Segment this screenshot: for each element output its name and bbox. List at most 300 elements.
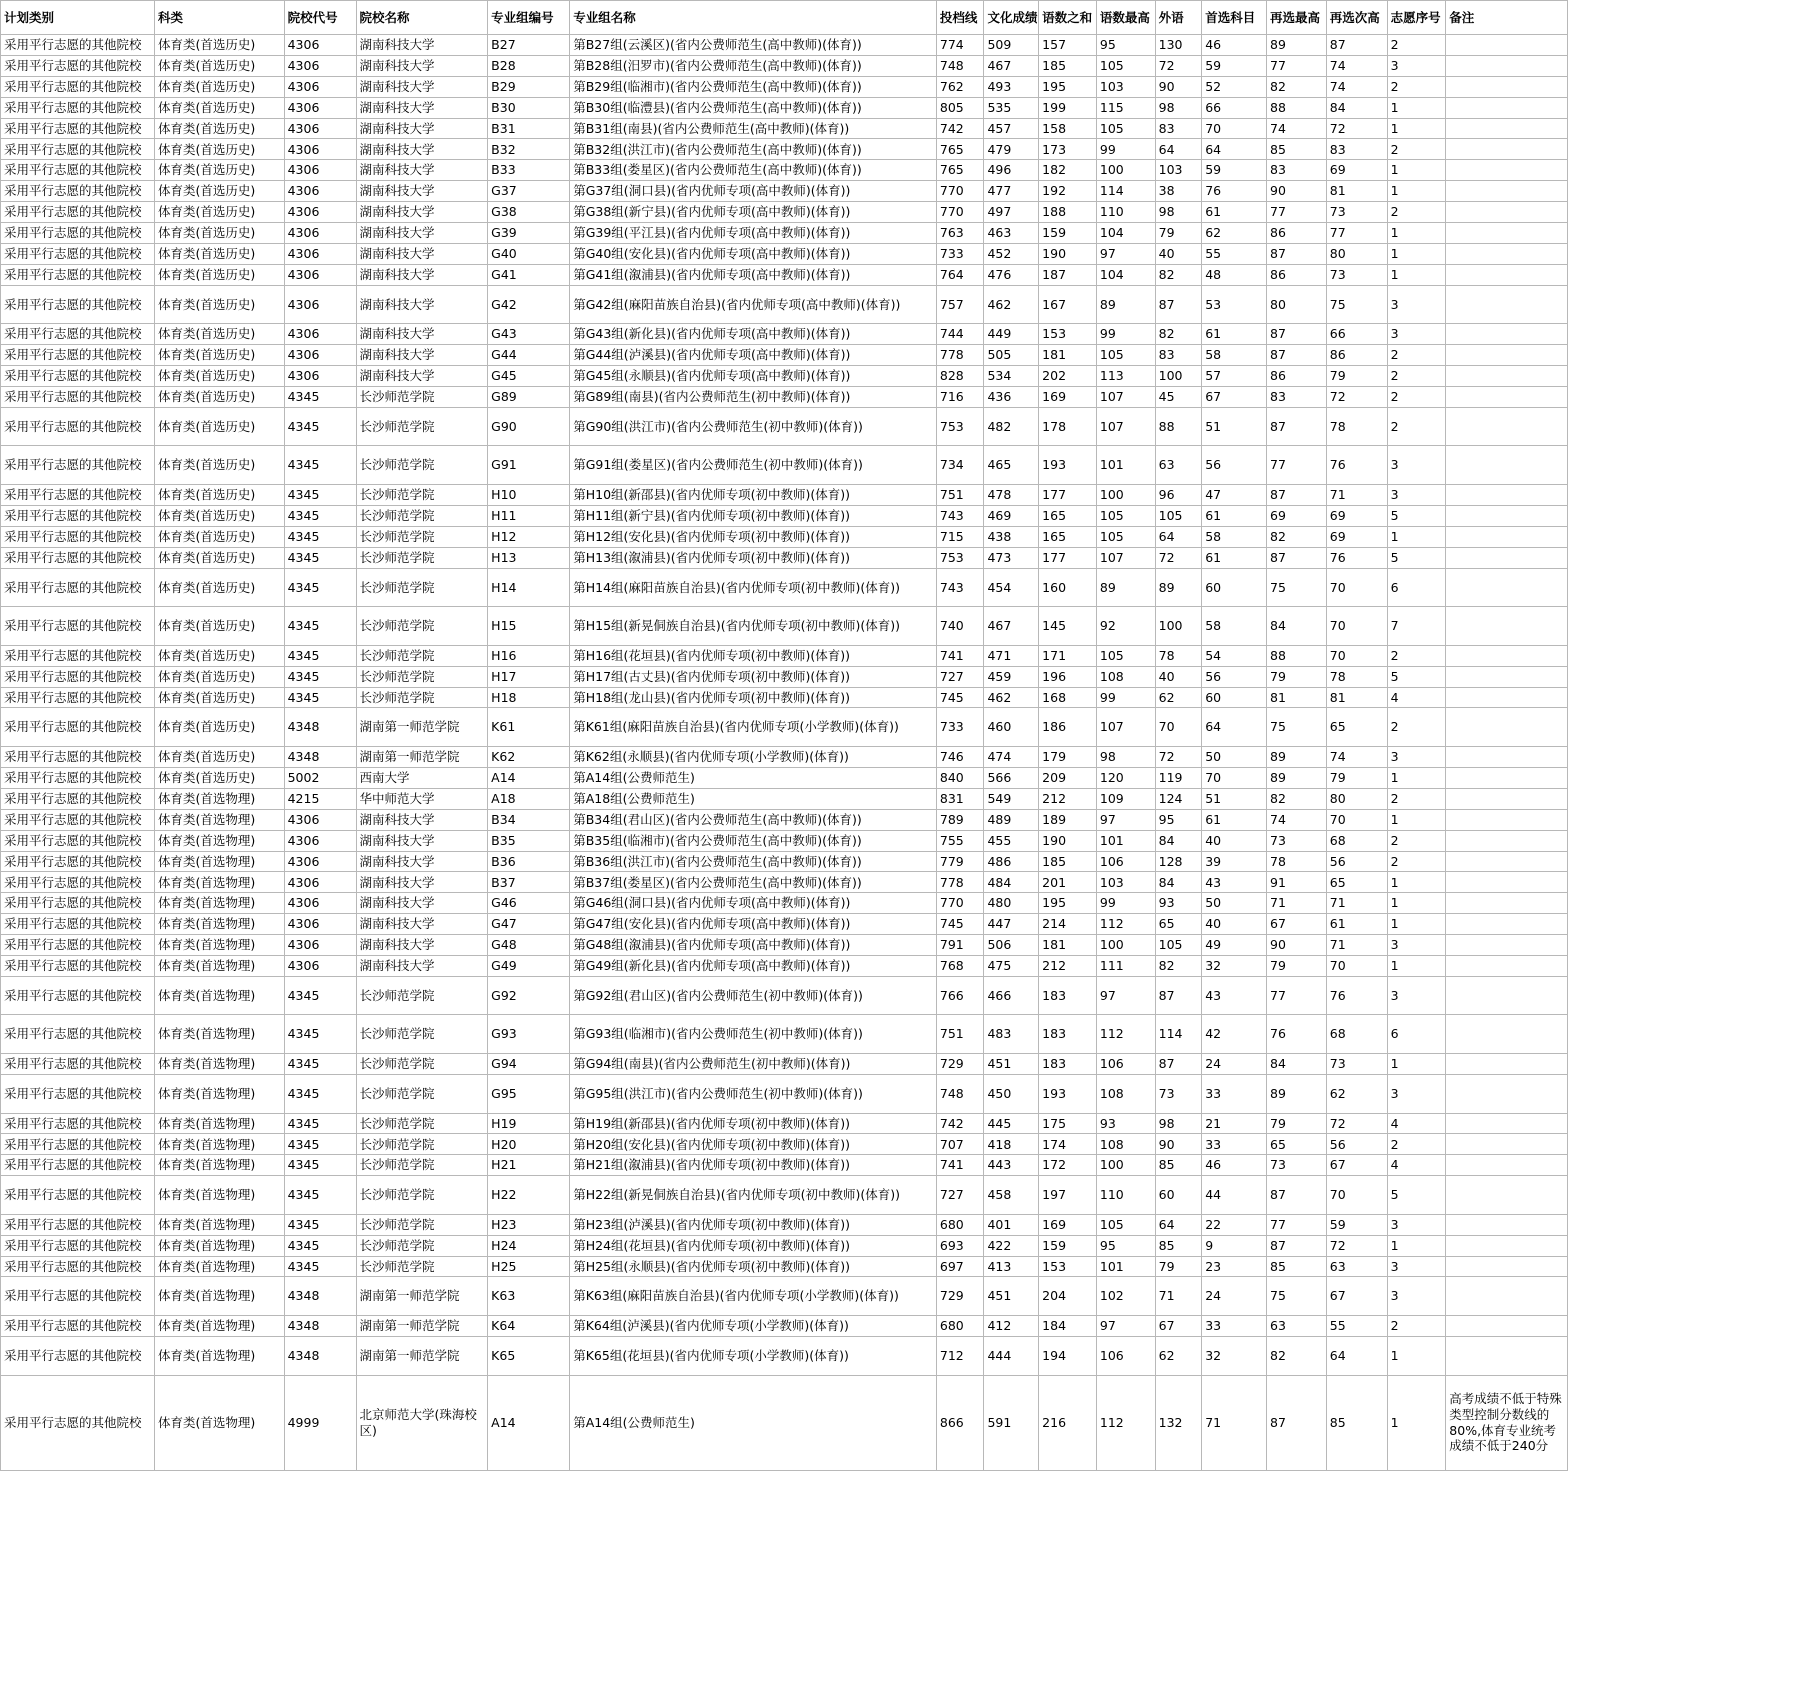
table-row bbox=[1, 1176, 1568, 1215]
table-row bbox=[1, 568, 1568, 607]
cell-school-code: 4306 bbox=[284, 830, 356, 851]
cell-elective-max: 79 bbox=[1267, 1113, 1327, 1134]
cell-elective-second: 75 bbox=[1326, 285, 1387, 324]
cell-choice-order: 2 bbox=[1387, 366, 1446, 387]
cell-chinese-math-sum: 165 bbox=[1039, 526, 1097, 547]
cell-elective-second: 79 bbox=[1326, 767, 1387, 788]
cell-first-subject: 54 bbox=[1202, 645, 1267, 666]
cell-subject-track: 体育类(首选历史) bbox=[154, 264, 284, 285]
cell-chinese-math-max: 101 bbox=[1096, 1256, 1155, 1277]
cell-first-subject: 61 bbox=[1202, 324, 1267, 345]
cell-chinese-math-max: 109 bbox=[1096, 788, 1155, 809]
cell-foreign-language: 114 bbox=[1155, 1015, 1202, 1054]
cell-elective-max: 84 bbox=[1267, 607, 1327, 646]
cell-choice-order: 3 bbox=[1387, 1256, 1446, 1277]
table-row bbox=[1, 893, 1568, 914]
cell-choice-order: 5 bbox=[1387, 547, 1446, 568]
cell-chinese-math-sum: 175 bbox=[1039, 1113, 1097, 1134]
cell-cutoff: 765 bbox=[936, 160, 984, 181]
cell-chinese-math-sum: 214 bbox=[1039, 914, 1097, 935]
cell-chinese-math-sum: 145 bbox=[1039, 607, 1097, 646]
cell-foreign-language: 71 bbox=[1155, 1277, 1202, 1316]
cell-first-subject: 76 bbox=[1202, 181, 1267, 202]
cell-first-subject: 59 bbox=[1202, 55, 1267, 76]
cell-elective-second: 72 bbox=[1326, 386, 1387, 407]
cell-plan-category: 采用平行志愿的其他院校 bbox=[1, 223, 155, 244]
cell-cutoff: 748 bbox=[936, 55, 984, 76]
cell-chinese-math-sum: 171 bbox=[1039, 645, 1097, 666]
cell-group-name: 第G45组(永顺县)(省内优师专项(高中教师)(体育)) bbox=[570, 366, 937, 387]
cell-group-code: H17 bbox=[488, 666, 570, 687]
cell-first-subject: 43 bbox=[1202, 976, 1267, 1015]
cell-subject-track: 体育类(首选历史) bbox=[154, 243, 284, 264]
cell-first-subject: 49 bbox=[1202, 935, 1267, 956]
cell-choice-order: 2 bbox=[1387, 1316, 1446, 1337]
cell-first-subject: 58 bbox=[1202, 345, 1267, 366]
cell-school-name: 长沙师范学院 bbox=[356, 607, 488, 646]
cell-first-subject: 62 bbox=[1202, 223, 1267, 244]
cell-school-name: 湖南科技大学 bbox=[356, 181, 488, 202]
cell-elective-second: 70 bbox=[1326, 645, 1387, 666]
cell-choice-order: 2 bbox=[1387, 76, 1446, 97]
cell-elective-max: 87 bbox=[1267, 1235, 1327, 1256]
cell-cutoff: 840 bbox=[936, 767, 984, 788]
cell-foreign-language: 70 bbox=[1155, 708, 1202, 747]
cell-foreign-language: 98 bbox=[1155, 1113, 1202, 1134]
cell-chinese-math-max: 106 bbox=[1096, 1054, 1155, 1075]
cell-plan-category: 采用平行志愿的其他院校 bbox=[1, 97, 155, 118]
col-header-first-subject: 首选科目 bbox=[1202, 1, 1267, 35]
cell-chinese-math-max: 114 bbox=[1096, 181, 1155, 202]
table-row bbox=[1, 666, 1568, 687]
cell-plan-category: 采用平行志愿的其他院校 bbox=[1, 708, 155, 747]
cell-elective-second: 71 bbox=[1326, 893, 1387, 914]
cell-elective-max: 80 bbox=[1267, 285, 1327, 324]
cell-first-subject: 61 bbox=[1202, 202, 1267, 223]
cell-culture-score: 444 bbox=[984, 1336, 1039, 1375]
cell-notes bbox=[1446, 851, 1568, 872]
table-row bbox=[1, 607, 1568, 646]
cell-group-name: 第H22组(新晃侗族自治县)(省内优师专项(初中教师)(体育)) bbox=[570, 1176, 937, 1215]
cell-chinese-math-sum: 184 bbox=[1039, 1316, 1097, 1337]
cell-culture-score: 486 bbox=[984, 851, 1039, 872]
cell-choice-order: 1 bbox=[1387, 243, 1446, 264]
cell-cutoff: 697 bbox=[936, 1256, 984, 1277]
cell-foreign-language: 90 bbox=[1155, 76, 1202, 97]
cell-elective-max: 78 bbox=[1267, 851, 1327, 872]
cell-group-code: H22 bbox=[488, 1176, 570, 1215]
cell-subject-track: 体育类(首选物理) bbox=[154, 1054, 284, 1075]
cell-chinese-math-max: 106 bbox=[1096, 851, 1155, 872]
cell-school-name: 长沙师范学院 bbox=[356, 687, 488, 708]
col-header-choice-order: 志愿序号 bbox=[1387, 1, 1446, 35]
table-row bbox=[1, 687, 1568, 708]
cell-group-name: 第G93组(临湘市)(省内公费师范生(初中教师)(体育)) bbox=[570, 1015, 937, 1054]
cell-elective-second: 77 bbox=[1326, 223, 1387, 244]
cell-group-name: 第G39组(平江县)(省内优师专项(高中教师)(体育)) bbox=[570, 223, 937, 244]
cell-chinese-math-max: 104 bbox=[1096, 223, 1155, 244]
cell-chinese-math-max: 108 bbox=[1096, 666, 1155, 687]
cell-plan-category: 采用平行志愿的其他院校 bbox=[1, 747, 155, 768]
table-row bbox=[1, 1316, 1568, 1337]
cell-elective-second: 74 bbox=[1326, 747, 1387, 768]
cell-school-name: 湖南科技大学 bbox=[356, 223, 488, 244]
cell-group-code: A18 bbox=[488, 788, 570, 809]
cell-notes bbox=[1446, 1336, 1568, 1375]
cell-school-name: 湖南第一师范学院 bbox=[356, 708, 488, 747]
cell-culture-score: 467 bbox=[984, 55, 1039, 76]
cell-elective-max: 87 bbox=[1267, 485, 1327, 506]
cell-notes bbox=[1446, 345, 1568, 366]
cell-plan-category: 采用平行志愿的其他院校 bbox=[1, 935, 155, 956]
cell-group-name: 第G44组(泸溪县)(省内优师专项(高中教师)(体育)) bbox=[570, 345, 937, 366]
cell-first-subject: 58 bbox=[1202, 526, 1267, 547]
cell-chinese-math-max: 101 bbox=[1096, 830, 1155, 851]
cell-elective-max: 65 bbox=[1267, 1134, 1327, 1155]
cell-school-name: 长沙师范学院 bbox=[356, 1214, 488, 1235]
cell-group-name: 第G46组(洞口县)(省内优师专项(高中教师)(体育)) bbox=[570, 893, 937, 914]
cell-notes bbox=[1446, 1176, 1568, 1215]
cell-culture-score: 460 bbox=[984, 708, 1039, 747]
cell-plan-category: 采用平行志愿的其他院校 bbox=[1, 1074, 155, 1113]
cell-group-name: 第A14组(公费师范生) bbox=[570, 767, 937, 788]
cell-chinese-math-max: 100 bbox=[1096, 1155, 1155, 1176]
cell-choice-order: 5 bbox=[1387, 666, 1446, 687]
cell-school-code: 4306 bbox=[284, 181, 356, 202]
cell-notes bbox=[1446, 485, 1568, 506]
cell-choice-order: 1 bbox=[1387, 181, 1446, 202]
cell-group-name: 第B35组(临湘市)(省内公费师范生(高中教师)(体育)) bbox=[570, 830, 937, 851]
cell-elective-max: 67 bbox=[1267, 914, 1327, 935]
cell-school-code: 4348 bbox=[284, 708, 356, 747]
cell-group-code: G49 bbox=[488, 955, 570, 976]
cell-group-name: 第G94组(南县)(省内公费师范生(初中教师)(体育)) bbox=[570, 1054, 937, 1075]
cell-subject-track: 体育类(首选物理) bbox=[154, 830, 284, 851]
cell-group-code: G91 bbox=[488, 446, 570, 485]
cell-subject-track: 体育类(首选历史) bbox=[154, 485, 284, 506]
cell-chinese-math-sum: 181 bbox=[1039, 345, 1097, 366]
cell-school-name: 湖南科技大学 bbox=[356, 285, 488, 324]
cell-choice-order: 4 bbox=[1387, 687, 1446, 708]
cell-subject-track: 体育类(首选历史) bbox=[154, 223, 284, 244]
cell-plan-category: 采用平行志愿的其他院校 bbox=[1, 505, 155, 526]
col-header-subject-track: 科类 bbox=[154, 1, 284, 35]
cell-elective-second: 68 bbox=[1326, 830, 1387, 851]
cell-first-subject: 40 bbox=[1202, 830, 1267, 851]
cell-school-name: 湖南第一师范学院 bbox=[356, 1316, 488, 1337]
cell-group-name: 第B27组(云溪区)(省内公费师范生(高中教师)(体育)) bbox=[570, 35, 937, 56]
cell-subject-track: 体育类(首选历史) bbox=[154, 645, 284, 666]
cell-plan-category: 采用平行志愿的其他院校 bbox=[1, 547, 155, 568]
cell-plan-category: 采用平行志愿的其他院校 bbox=[1, 324, 155, 345]
cell-school-name: 湖南科技大学 bbox=[356, 955, 488, 976]
cell-school-code: 4348 bbox=[284, 747, 356, 768]
cell-elective-second: 73 bbox=[1326, 264, 1387, 285]
cell-choice-order: 1 bbox=[1387, 160, 1446, 181]
cell-chinese-math-sum: 159 bbox=[1039, 1235, 1097, 1256]
cell-group-code: K63 bbox=[488, 1277, 570, 1316]
cell-foreign-language: 79 bbox=[1155, 1256, 1202, 1277]
cell-chinese-math-sum: 168 bbox=[1039, 687, 1097, 708]
cell-group-name: 第H16组(花垣县)(省内优师专项(初中教师)(体育)) bbox=[570, 645, 937, 666]
cell-choice-order: 1 bbox=[1387, 264, 1446, 285]
cell-elective-second: 71 bbox=[1326, 485, 1387, 506]
cell-cutoff: 778 bbox=[936, 872, 984, 893]
table-row bbox=[1, 1235, 1568, 1256]
cell-group-name: 第B32组(洪江市)(省内公费师范生(高中教师)(体育)) bbox=[570, 139, 937, 160]
cell-elective-max: 89 bbox=[1267, 747, 1327, 768]
cell-school-name: 长沙师范学院 bbox=[356, 505, 488, 526]
cell-group-code: G40 bbox=[488, 243, 570, 264]
cell-notes bbox=[1446, 285, 1568, 324]
cell-group-code: G46 bbox=[488, 893, 570, 914]
cell-first-subject: 24 bbox=[1202, 1054, 1267, 1075]
cell-school-name: 湖南科技大学 bbox=[356, 345, 488, 366]
table-row bbox=[1, 76, 1568, 97]
cell-school-name: 长沙师范学院 bbox=[356, 1015, 488, 1054]
cell-foreign-language: 72 bbox=[1155, 747, 1202, 768]
cell-chinese-math-max: 110 bbox=[1096, 202, 1155, 223]
cell-first-subject: 57 bbox=[1202, 366, 1267, 387]
cell-elective-max: 87 bbox=[1267, 243, 1327, 264]
cell-elective-second: 84 bbox=[1326, 97, 1387, 118]
cell-elective-second: 86 bbox=[1326, 345, 1387, 366]
cell-elective-max: 82 bbox=[1267, 526, 1327, 547]
cell-subject-track: 体育类(首选历史) bbox=[154, 767, 284, 788]
cell-cutoff: 741 bbox=[936, 645, 984, 666]
cell-choice-order: 2 bbox=[1387, 202, 1446, 223]
cell-culture-score: 534 bbox=[984, 366, 1039, 387]
cell-school-name: 华中师范大学 bbox=[356, 788, 488, 809]
table-row bbox=[1, 1336, 1568, 1375]
cell-plan-category: 采用平行志愿的其他院校 bbox=[1, 1277, 155, 1316]
cell-subject-track: 体育类(首选历史) bbox=[154, 607, 284, 646]
cell-school-name: 长沙师范学院 bbox=[356, 1256, 488, 1277]
cell-plan-category: 采用平行志愿的其他院校 bbox=[1, 872, 155, 893]
cell-notes bbox=[1446, 830, 1568, 851]
cell-elective-second: 74 bbox=[1326, 55, 1387, 76]
cell-chinese-math-sum: 212 bbox=[1039, 955, 1097, 976]
cell-chinese-math-max: 100 bbox=[1096, 160, 1155, 181]
cell-subject-track: 体育类(首选历史) bbox=[154, 386, 284, 407]
cell-school-name: 湖南科技大学 bbox=[356, 851, 488, 872]
cell-choice-order: 1 bbox=[1387, 118, 1446, 139]
cell-culture-score: 462 bbox=[984, 687, 1039, 708]
cell-notes bbox=[1446, 505, 1568, 526]
cell-school-name: 湖南科技大学 bbox=[356, 76, 488, 97]
cell-culture-score: 493 bbox=[984, 76, 1039, 97]
cell-cutoff: 753 bbox=[936, 407, 984, 446]
cell-group-code: B34 bbox=[488, 809, 570, 830]
cell-school-code: 4345 bbox=[284, 1214, 356, 1235]
cell-notes bbox=[1446, 223, 1568, 244]
cell-foreign-language: 73 bbox=[1155, 1074, 1202, 1113]
cell-first-subject: 71 bbox=[1202, 1375, 1267, 1470]
cell-chinese-math-sum: 204 bbox=[1039, 1277, 1097, 1316]
cell-choice-order: 1 bbox=[1387, 809, 1446, 830]
cell-plan-category: 采用平行志愿的其他院校 bbox=[1, 76, 155, 97]
cell-notes bbox=[1446, 160, 1568, 181]
cell-foreign-language: 87 bbox=[1155, 1054, 1202, 1075]
cell-elective-second: 70 bbox=[1326, 809, 1387, 830]
cell-culture-score: 443 bbox=[984, 1155, 1039, 1176]
cell-cutoff: 743 bbox=[936, 505, 984, 526]
cell-first-subject: 55 bbox=[1202, 243, 1267, 264]
cell-chinese-math-max: 95 bbox=[1096, 35, 1155, 56]
cell-chinese-math-max: 99 bbox=[1096, 324, 1155, 345]
cell-school-name: 湖南科技大学 bbox=[356, 139, 488, 160]
cell-foreign-language: 88 bbox=[1155, 407, 1202, 446]
cell-choice-order: 2 bbox=[1387, 788, 1446, 809]
cell-group-name: 第B34组(君山区)(省内公费师范生(高中教师)(体育)) bbox=[570, 809, 937, 830]
cell-notes bbox=[1446, 386, 1568, 407]
cell-subject-track: 体育类(首选历史) bbox=[154, 324, 284, 345]
cell-foreign-language: 63 bbox=[1155, 446, 1202, 485]
cell-subject-track: 体育类(首选物理) bbox=[154, 1375, 284, 1470]
cell-school-code: 4345 bbox=[284, 526, 356, 547]
cell-plan-category: 采用平行志愿的其他院校 bbox=[1, 914, 155, 935]
cell-cutoff: 746 bbox=[936, 747, 984, 768]
cell-chinese-math-max: 111 bbox=[1096, 955, 1155, 976]
table-row bbox=[1, 55, 1568, 76]
col-header-plan-category: 计划类别 bbox=[1, 1, 155, 35]
cell-group-name: 第A18组(公费师范生) bbox=[570, 788, 937, 809]
cell-culture-score: 484 bbox=[984, 872, 1039, 893]
cell-foreign-language: 89 bbox=[1155, 568, 1202, 607]
cell-elective-max: 82 bbox=[1267, 76, 1327, 97]
cell-chinese-math-max: 105 bbox=[1096, 1214, 1155, 1235]
cell-school-name: 长沙师范学院 bbox=[356, 407, 488, 446]
cell-school-code: 4345 bbox=[284, 547, 356, 568]
cell-subject-track: 体育类(首选历史) bbox=[154, 181, 284, 202]
cell-foreign-language: 87 bbox=[1155, 976, 1202, 1015]
cell-culture-score: 463 bbox=[984, 223, 1039, 244]
cell-group-code: H23 bbox=[488, 1214, 570, 1235]
cell-elective-second: 56 bbox=[1326, 851, 1387, 872]
cell-chinese-math-sum: 212 bbox=[1039, 788, 1097, 809]
cell-choice-order: 6 bbox=[1387, 568, 1446, 607]
cell-notes bbox=[1446, 264, 1568, 285]
cell-culture-score: 509 bbox=[984, 35, 1039, 56]
cell-choice-order: 3 bbox=[1387, 485, 1446, 506]
cell-school-code: 4345 bbox=[284, 505, 356, 526]
table-row bbox=[1, 1375, 1568, 1470]
cell-choice-order: 3 bbox=[1387, 747, 1446, 768]
cell-foreign-language: 105 bbox=[1155, 935, 1202, 956]
cell-foreign-language: 72 bbox=[1155, 55, 1202, 76]
cell-subject-track: 体育类(首选历史) bbox=[154, 285, 284, 324]
cell-culture-score: 473 bbox=[984, 547, 1039, 568]
cell-notes bbox=[1446, 893, 1568, 914]
cell-chinese-math-max: 101 bbox=[1096, 446, 1155, 485]
cell-elective-max: 73 bbox=[1267, 1155, 1327, 1176]
cell-school-code: 4306 bbox=[284, 76, 356, 97]
cell-choice-order: 2 bbox=[1387, 35, 1446, 56]
cell-foreign-language: 64 bbox=[1155, 139, 1202, 160]
cell-school-name: 湖南科技大学 bbox=[356, 830, 488, 851]
table-row bbox=[1, 1054, 1568, 1075]
cell-group-name: 第B30组(临澧县)(省内公费师范生(高中教师)(体育)) bbox=[570, 97, 937, 118]
cell-plan-category: 采用平行志愿的其他院校 bbox=[1, 407, 155, 446]
cell-plan-category: 采用平行志愿的其他院校 bbox=[1, 1316, 155, 1337]
cell-group-code: H24 bbox=[488, 1235, 570, 1256]
cell-foreign-language: 85 bbox=[1155, 1235, 1202, 1256]
cell-school-name: 长沙师范学院 bbox=[356, 446, 488, 485]
cell-chinese-math-max: 107 bbox=[1096, 386, 1155, 407]
table-row bbox=[1, 446, 1568, 485]
cell-culture-score: 482 bbox=[984, 407, 1039, 446]
cell-elective-second: 80 bbox=[1326, 788, 1387, 809]
cell-chinese-math-sum: 195 bbox=[1039, 76, 1097, 97]
cell-cutoff: 712 bbox=[936, 1336, 984, 1375]
cell-culture-score: 401 bbox=[984, 1214, 1039, 1235]
cell-school-name: 长沙师范学院 bbox=[356, 1054, 488, 1075]
cell-notes bbox=[1446, 687, 1568, 708]
cell-group-code: G47 bbox=[488, 914, 570, 935]
cell-chinese-math-sum: 178 bbox=[1039, 407, 1097, 446]
cell-school-code: 4345 bbox=[284, 1134, 356, 1155]
cell-group-code: K64 bbox=[488, 1316, 570, 1337]
cell-subject-track: 体育类(首选物理) bbox=[154, 872, 284, 893]
cell-subject-track: 体育类(首选历史) bbox=[154, 118, 284, 139]
cell-notes bbox=[1446, 955, 1568, 976]
cell-school-name: 长沙师范学院 bbox=[356, 1134, 488, 1155]
cell-subject-track: 体育类(首选物理) bbox=[154, 914, 284, 935]
cell-school-name: 湖南科技大学 bbox=[356, 366, 488, 387]
cell-choice-order: 3 bbox=[1387, 324, 1446, 345]
cell-subject-track: 体育类(首选历史) bbox=[154, 708, 284, 747]
cell-chinese-math-sum: 185 bbox=[1039, 55, 1097, 76]
cell-cutoff: 745 bbox=[936, 914, 984, 935]
cell-first-subject: 64 bbox=[1202, 139, 1267, 160]
cell-group-name: 第B33组(娄星区)(省内公费师范生(高中教师)(体育)) bbox=[570, 160, 937, 181]
cell-school-code: 4306 bbox=[284, 55, 356, 76]
cell-notes bbox=[1446, 1235, 1568, 1256]
cell-foreign-language: 130 bbox=[1155, 35, 1202, 56]
cell-school-code: 4345 bbox=[284, 607, 356, 646]
cell-first-subject: 39 bbox=[1202, 851, 1267, 872]
cell-school-name: 湖南科技大学 bbox=[356, 264, 488, 285]
cell-subject-track: 体育类(首选历史) bbox=[154, 366, 284, 387]
cell-subject-track: 体育类(首选历史) bbox=[154, 202, 284, 223]
cell-foreign-language: 38 bbox=[1155, 181, 1202, 202]
cell-plan-category: 采用平行志愿的其他院校 bbox=[1, 955, 155, 976]
cell-cutoff: 791 bbox=[936, 935, 984, 956]
cell-choice-order: 2 bbox=[1387, 139, 1446, 160]
cell-cutoff: 745 bbox=[936, 687, 984, 708]
cell-subject-track: 体育类(首选历史) bbox=[154, 97, 284, 118]
table-row bbox=[1, 386, 1568, 407]
cell-group-code: B32 bbox=[488, 139, 570, 160]
cell-elective-max: 83 bbox=[1267, 160, 1327, 181]
cell-group-code: G45 bbox=[488, 366, 570, 387]
cell-elective-second: 80 bbox=[1326, 243, 1387, 264]
cell-school-name: 长沙师范学院 bbox=[356, 976, 488, 1015]
cell-culture-score: 455 bbox=[984, 830, 1039, 851]
cell-elective-max: 74 bbox=[1267, 809, 1327, 830]
cell-subject-track: 体育类(首选历史) bbox=[154, 505, 284, 526]
cell-elective-max: 75 bbox=[1267, 708, 1327, 747]
cell-elective-second: 63 bbox=[1326, 1256, 1387, 1277]
table-row bbox=[1, 505, 1568, 526]
cell-foreign-language: 96 bbox=[1155, 485, 1202, 506]
cell-school-name: 长沙师范学院 bbox=[356, 1074, 488, 1113]
cell-chinese-math-max: 105 bbox=[1096, 118, 1155, 139]
cell-group-code: G93 bbox=[488, 1015, 570, 1054]
cell-choice-order: 3 bbox=[1387, 1277, 1446, 1316]
table-row bbox=[1, 118, 1568, 139]
cell-notes bbox=[1446, 1214, 1568, 1235]
